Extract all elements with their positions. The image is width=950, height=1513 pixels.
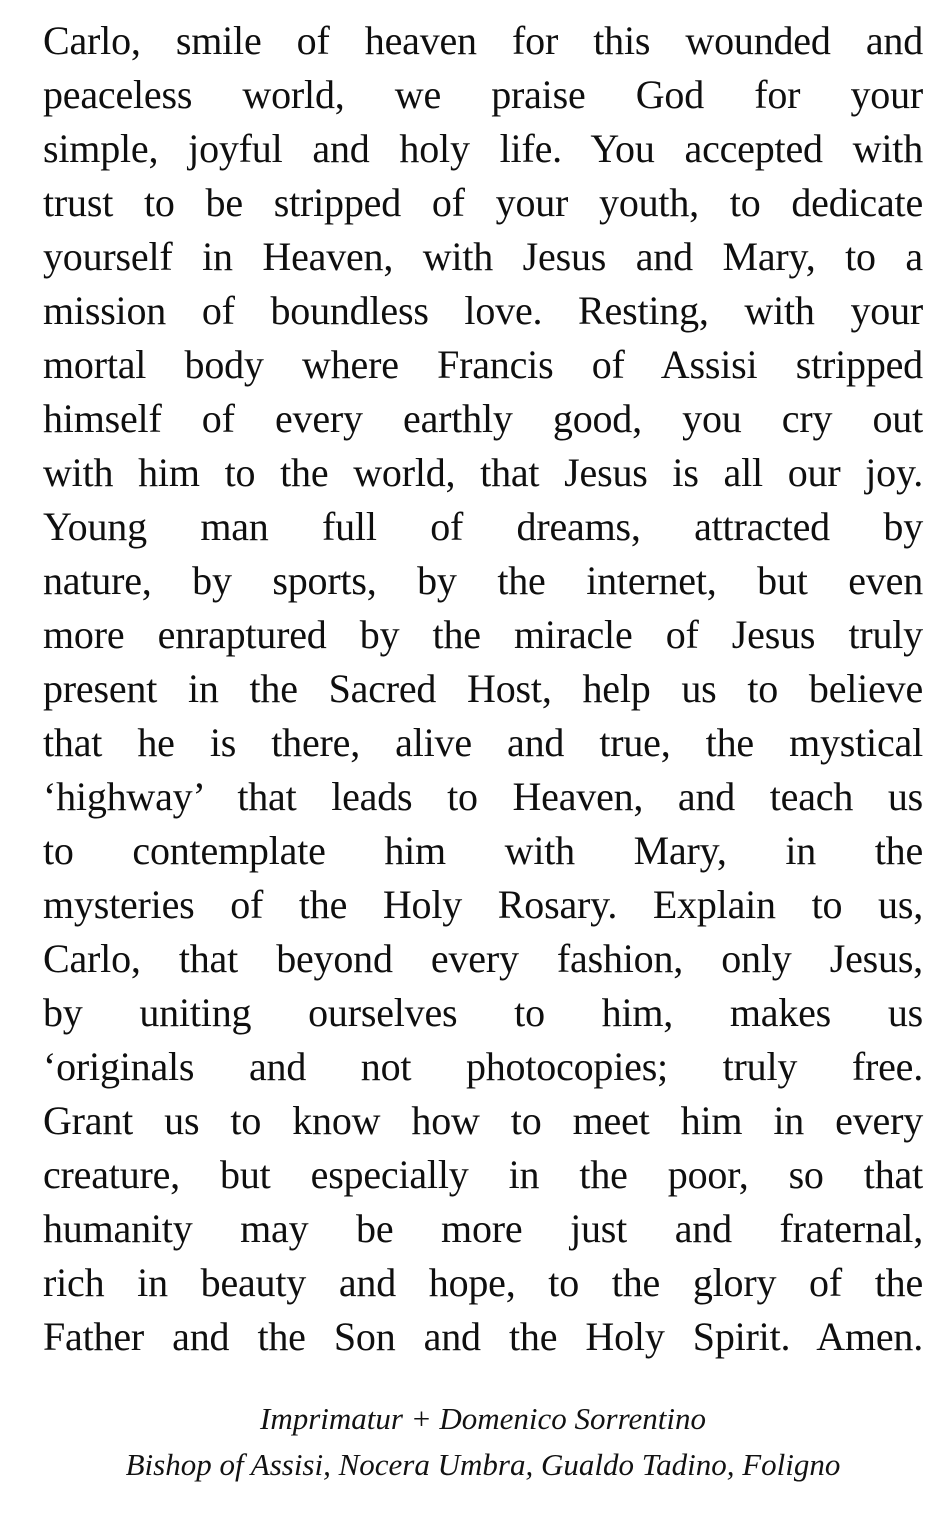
prayer-line: Father and the Son and the Holy Spirit. Amen.	[43, 1314, 923, 1359]
prayer-line: himself of every earthly good, you cry out	[43, 396, 923, 441]
prayer-line: nature, by sports, by the internet, but even	[43, 558, 923, 603]
prayer-line: ‘highway’ that leads to Heaven, and teach us	[43, 774, 923, 819]
prayer-line: humanity may be more just and fraternal,	[43, 1206, 923, 1251]
prayer-line: simple, joyful and holy life. You accepted with	[43, 126, 923, 171]
prayer-line: by uniting ourselves to him, makes us	[43, 990, 923, 1035]
prayer-line: ‘originals and not photocopies; truly free.	[43, 1044, 923, 1089]
prayer-line: that he is there, alive and true, the mystical	[43, 720, 923, 765]
prayer-line: mission of boundless love. Resting, with your	[43, 288, 923, 333]
prayer-line: mysteries of the Holy Rosary. Explain to us,	[43, 882, 923, 927]
prayer-line: Carlo, that beyond every fashion, only Jesus,	[43, 936, 923, 981]
prayer-line: mortal body where Francis of Assisi stripped	[43, 342, 923, 387]
prayer-line: Carlo, smile of heaven for this wounded and	[43, 18, 923, 63]
prayer-line: more enraptured by the miracle of Jesus truly	[43, 612, 923, 657]
prayer-line: rich in beauty and hope, to the glory of the	[43, 1260, 923, 1305]
prayer-line: Young man full of dreams, attracted by	[43, 504, 923, 549]
prayer-line: yourself in Heaven, with Jesus and Mary, to a	[43, 234, 923, 279]
prayer-line: with him to the world, that Jesus is all our joy.	[43, 450, 923, 495]
imprimatur-line: Imprimatur + Domenico Sorrentino	[260, 1401, 706, 1436]
prayer-line: Grant us to know how to meet him in every	[43, 1098, 923, 1143]
prayer-line: present in the Sacred Host, help us to believe	[43, 666, 923, 711]
prayer-line: peaceless world, we praise God for your	[43, 72, 923, 117]
imprimatur-block	[0, 1396, 950, 1488]
prayer-line: to contemplate him with Mary, in the	[43, 828, 923, 873]
imprimatur-bishop-line: Bishop of Assisi, Nocera Umbra, Gualdo Tadino, Foligno	[125, 1447, 841, 1482]
prayer-line: creature, but especially in the poor, so that	[43, 1152, 923, 1197]
prayer-line: trust to be stripped of your youth, to dedicate	[43, 180, 923, 225]
